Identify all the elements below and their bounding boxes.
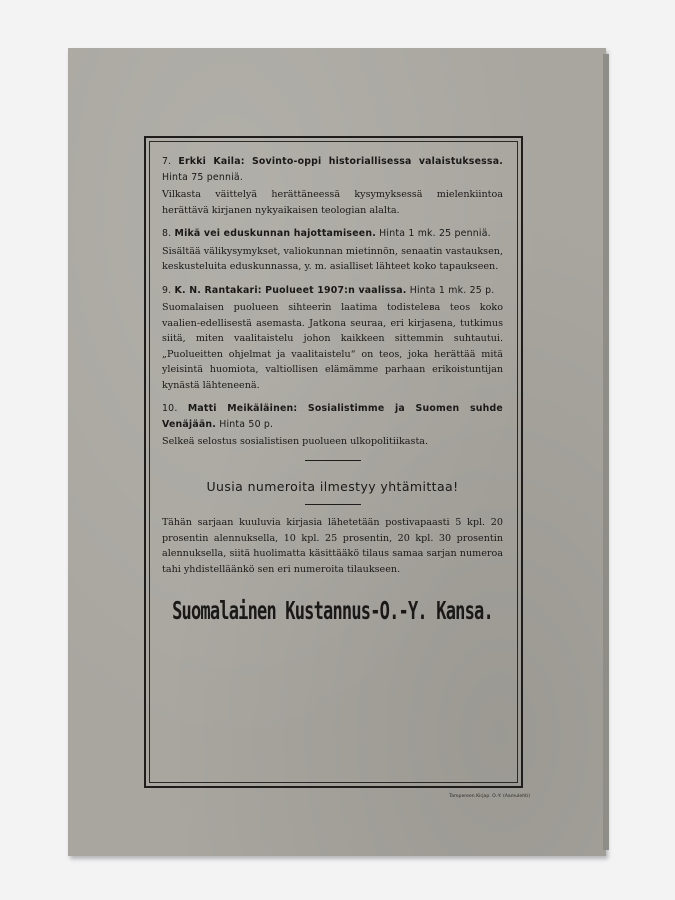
- entry-price: Hinta 50 p.: [219, 418, 274, 430]
- catalogue-frame: [144, 136, 523, 788]
- publisher-name: Suomalainen Kustannus-O.-Y. Kansa.: [172, 597, 493, 627]
- catalogue-entry: [162, 283, 503, 394]
- entry-heading: [162, 401, 503, 432]
- entry-heading: [162, 154, 503, 185]
- entry-number: 10.: [162, 403, 178, 414]
- entry-description: Selkeä selostus sosialistisen puolueen ulkopolitiikasta.: [162, 436, 429, 447]
- entry-title: Mikä vei eduskunnan hajottamiseen.: [174, 228, 376, 239]
- cover-edge: [603, 54, 609, 850]
- offer-text: Tähän sarjaan kuuluvia kirjasia lähetetään postivapaasti 5 kpl. 20 prosentin alennuksella, 10 kpl. 25 prosentin, 20 kpl. 30 prosentin alennuksella, siitä huolimatta käsittääkö tilaus samaa sarjan numeroa tahi yhdistelläänkö sen eri numeroita tilaukseen.: [162, 517, 503, 575]
- entry-title: Matti Meikäläinen: Sosialistimme ja Suomen suhde Venäjään.: [162, 403, 503, 430]
- printer-imprint: Tampereen Kirjap. O.-Y. (Aamulehti): [449, 794, 530, 799]
- entry-number: 8.: [162, 228, 172, 239]
- entry-description: Vilkasta väittelyä herättäneessä kysymyksessä mielenkiintoa herättävä kirjanen nykyaikaisen teologian alalta.: [162, 189, 503, 216]
- entry-price: Hinta 75 penniä.: [162, 171, 244, 183]
- slogan: Uusia numeroita ilmestyy yhtämittaa!: [206, 478, 459, 494]
- entry-description: Sisältää välikysymykset, valiokunnan mietinnön, senaatin vastauksen, keskusteluita eduskunnassa, y. m. asialliset lähteet koko tapaukseen.: [162, 245, 503, 272]
- catalogue-entry: [162, 226, 503, 275]
- entry-price: Hinta 1 mk. 25 p.: [409, 284, 495, 296]
- book-back-cover: [68, 48, 606, 856]
- entry-number: 7.: [162, 156, 172, 167]
- catalogue-entry: [162, 154, 503, 218]
- entry-number: 9.: [162, 284, 172, 296]
- divider-rule: [305, 460, 361, 461]
- entry-title: Erkki Kaila: Sovinto-oppi historiallisessa valaistuksessa.: [178, 156, 503, 167]
- entry-description: Suomalaisen puolueen sihteerin laatima todistelева teos koko vaalien-edellisestä asemasta. Jatkona seuraa, eri kirjasena, tutkimus siitä, miten vaalitaistelu johon kaikkeen sittemmin suhtautui. „Puolueitten ohjelmat ja vaalitaistelu“ on teos, joka herättää mitä yleisintä huomiota, valtiollisen elämämme parhaan erikoistuntijan kynästä lähteneenä.: [162, 302, 503, 391]
- entry-price: Hinta 1 mk. 25 penniä.: [379, 228, 491, 239]
- catalogue-entry: [162, 401, 503, 450]
- entry-title: K. N. Rantakari: Puolueet 1907:n vaalissa.: [174, 284, 407, 296]
- divider-rule: [305, 504, 361, 505]
- entry-heading: [162, 226, 503, 242]
- entry-heading: [162, 283, 503, 299]
- catalogue-content: [162, 154, 503, 627]
